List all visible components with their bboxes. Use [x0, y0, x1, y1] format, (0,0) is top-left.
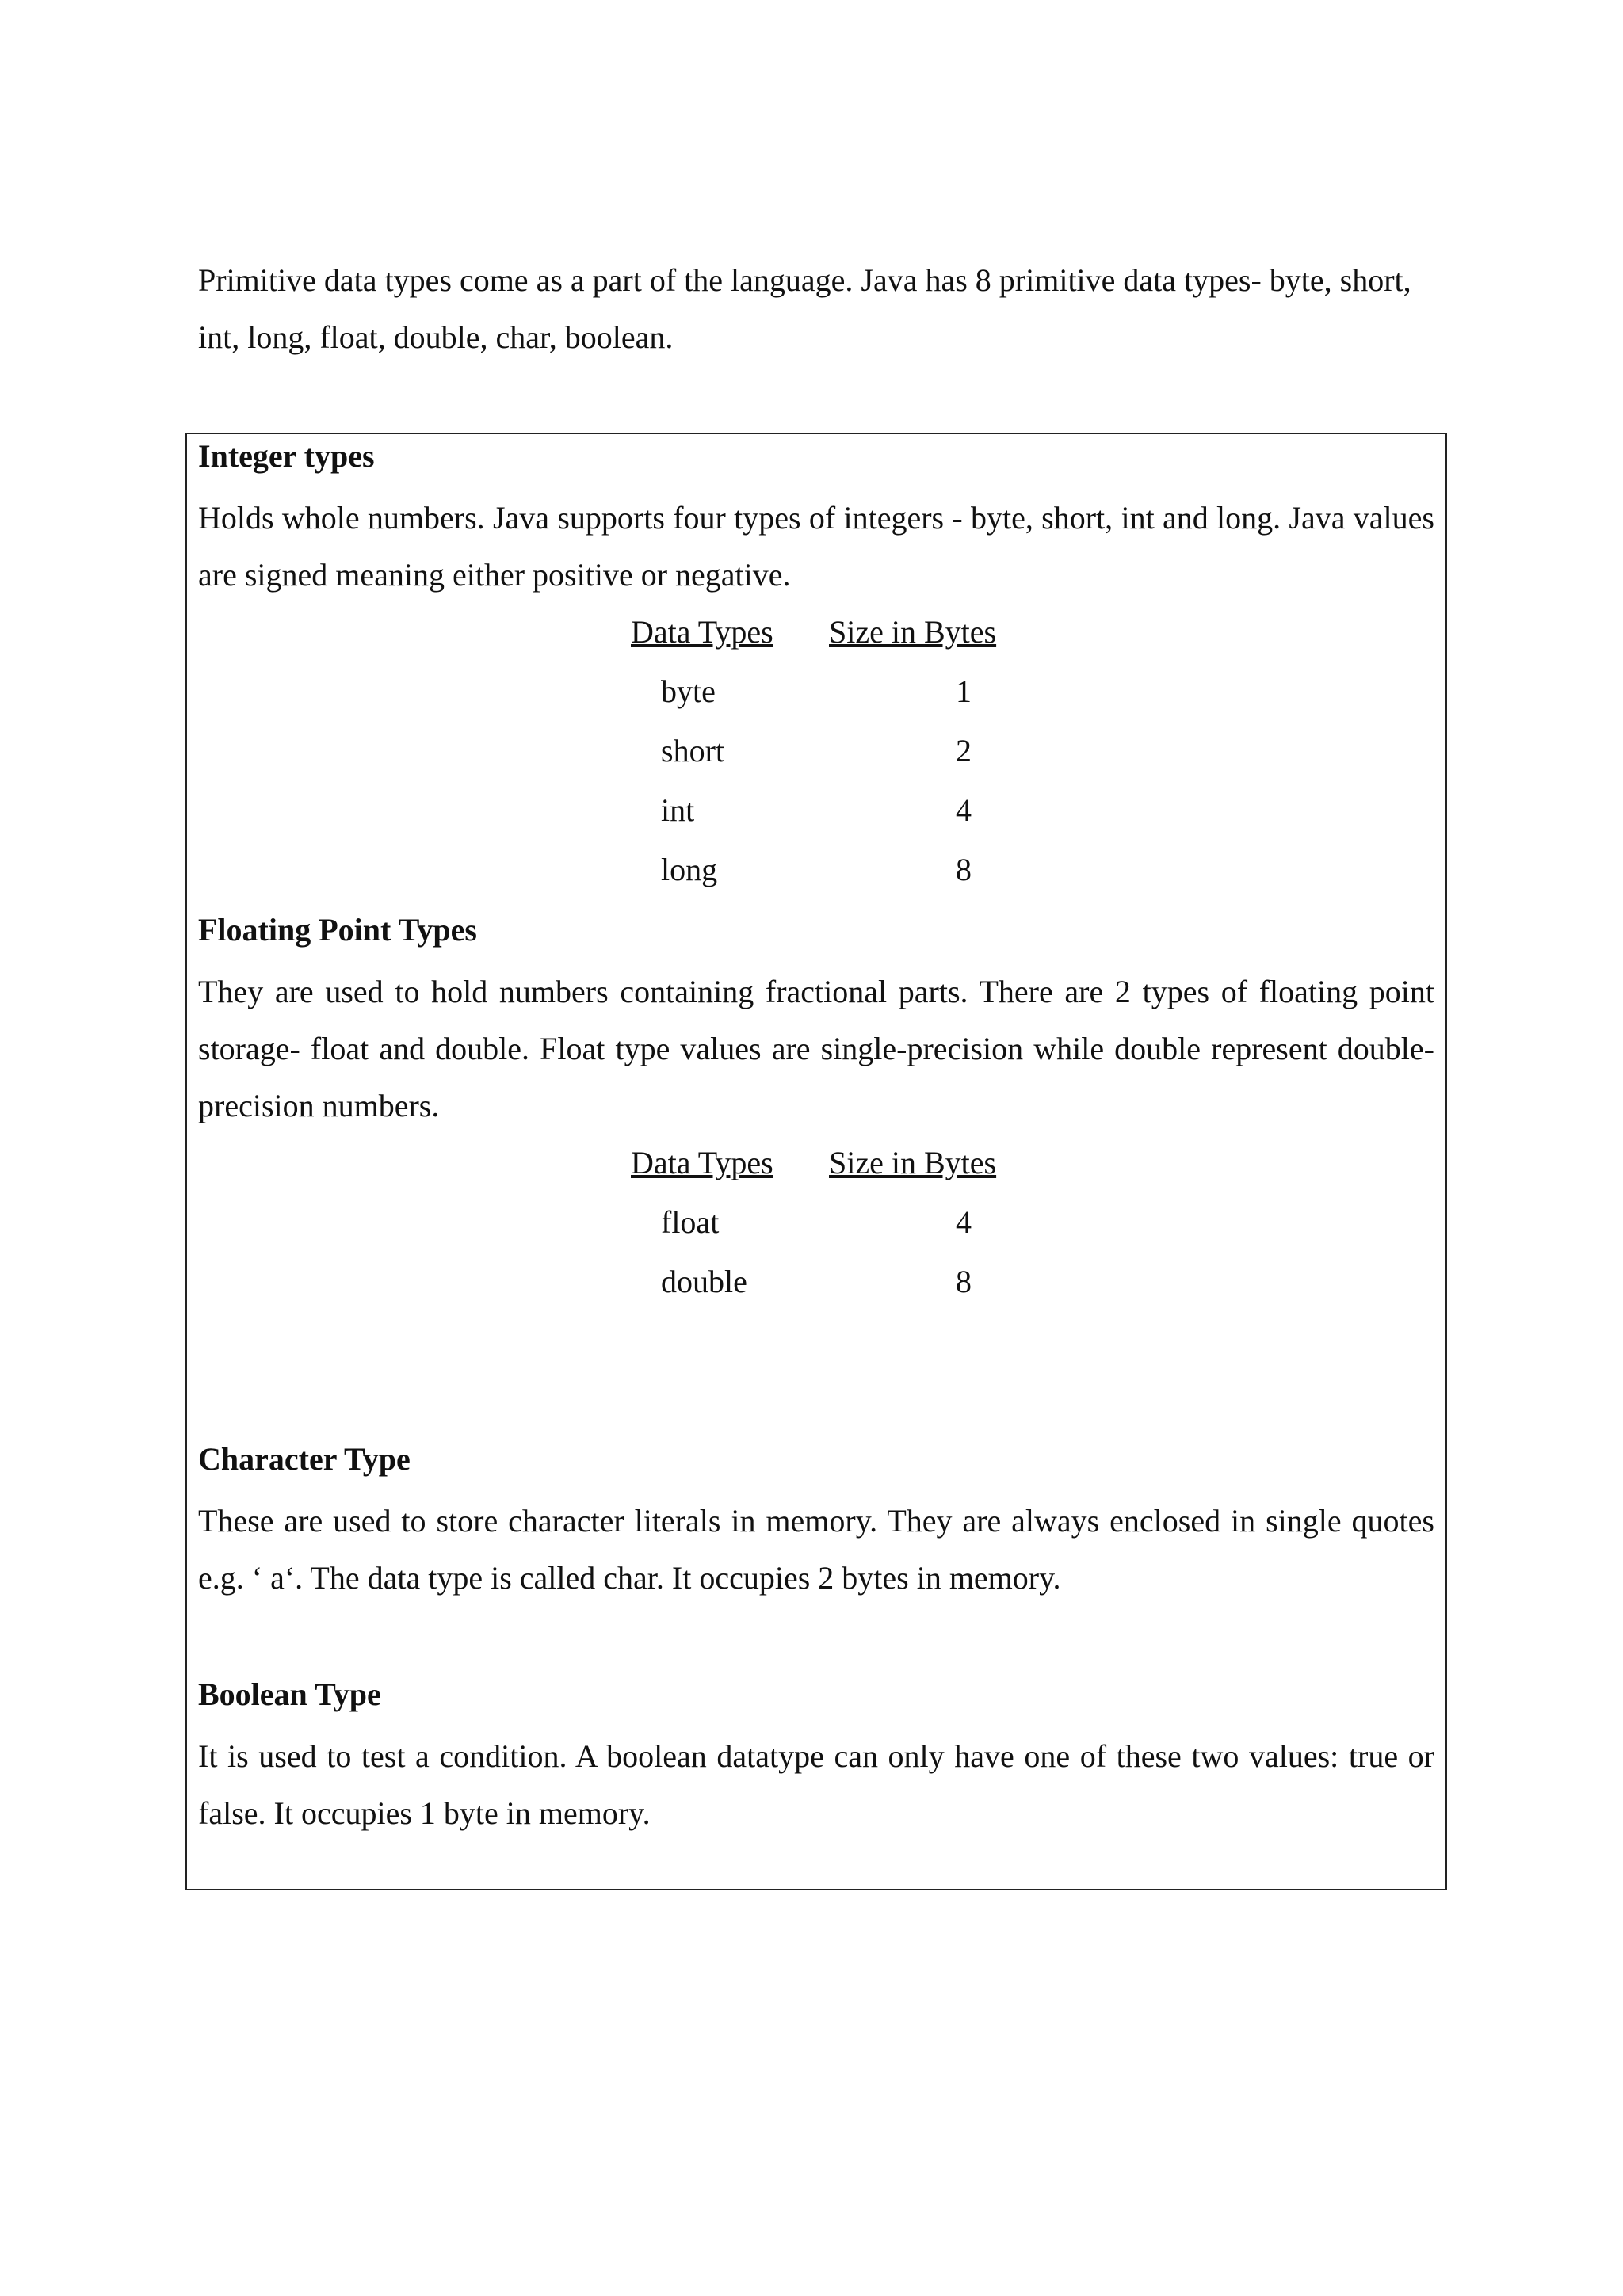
data-type-name: long — [661, 852, 718, 887]
data-type-size: 1 — [956, 673, 972, 709]
intro-paragraph: Primitive data types come as a part of the language. Java has 8 primitive data types- byte, short, int, long, float, double, char, boolean. — [198, 262, 1411, 355]
floating-point-types-heading: Floating Point Types — [198, 912, 477, 948]
data-type-name: float — [661, 1204, 720, 1240]
boolean-type-description: It is used to test a condition. A boolean datatype can only have one of these two values: true or false. It occupies 1 byte in memory. — [198, 1738, 1434, 1831]
boolean-type-heading: Boolean Type — [198, 1676, 381, 1712]
column-header-data-types: Data Types — [631, 1145, 773, 1180]
column-header-size-in-bytes: Size in Bytes — [829, 1145, 997, 1180]
integer-types-description: Holds whole numbers. Java supports four types of integers - byte, short, int and long. Java values are signed meaning either positive or negative. — [198, 500, 1434, 593]
integer-types-heading: Integer types — [198, 438, 375, 474]
data-type-size: 8 — [956, 1264, 972, 1299]
column-header-data-types: Data Types — [631, 614, 773, 650]
data-type-size: 4 — [956, 1204, 972, 1240]
data-type-size: 8 — [956, 852, 972, 887]
data-type-size: 2 — [956, 733, 972, 769]
data-type-name: int — [661, 792, 695, 828]
floating-point-types-description: They are used to hold numbers containing fractional parts. There are 2 types of floating point storage- float and double. Float type values are single-precision while double represent double-precision numbers. — [198, 974, 1434, 1123]
data-type-name: double — [661, 1264, 747, 1299]
data-type-name: byte — [661, 673, 716, 709]
data-type-size: 4 — [956, 792, 972, 828]
character-type-heading: Character Type — [198, 1441, 411, 1477]
character-type-description: These are used to store character literals in memory. They are always enclosed in single quotes e.g. ‘ a‘. The data type is called char. It occupies 2 bytes in memory. — [198, 1503, 1434, 1596]
column-header-size-in-bytes: Size in Bytes — [829, 614, 997, 650]
data-type-name: short — [661, 733, 724, 769]
